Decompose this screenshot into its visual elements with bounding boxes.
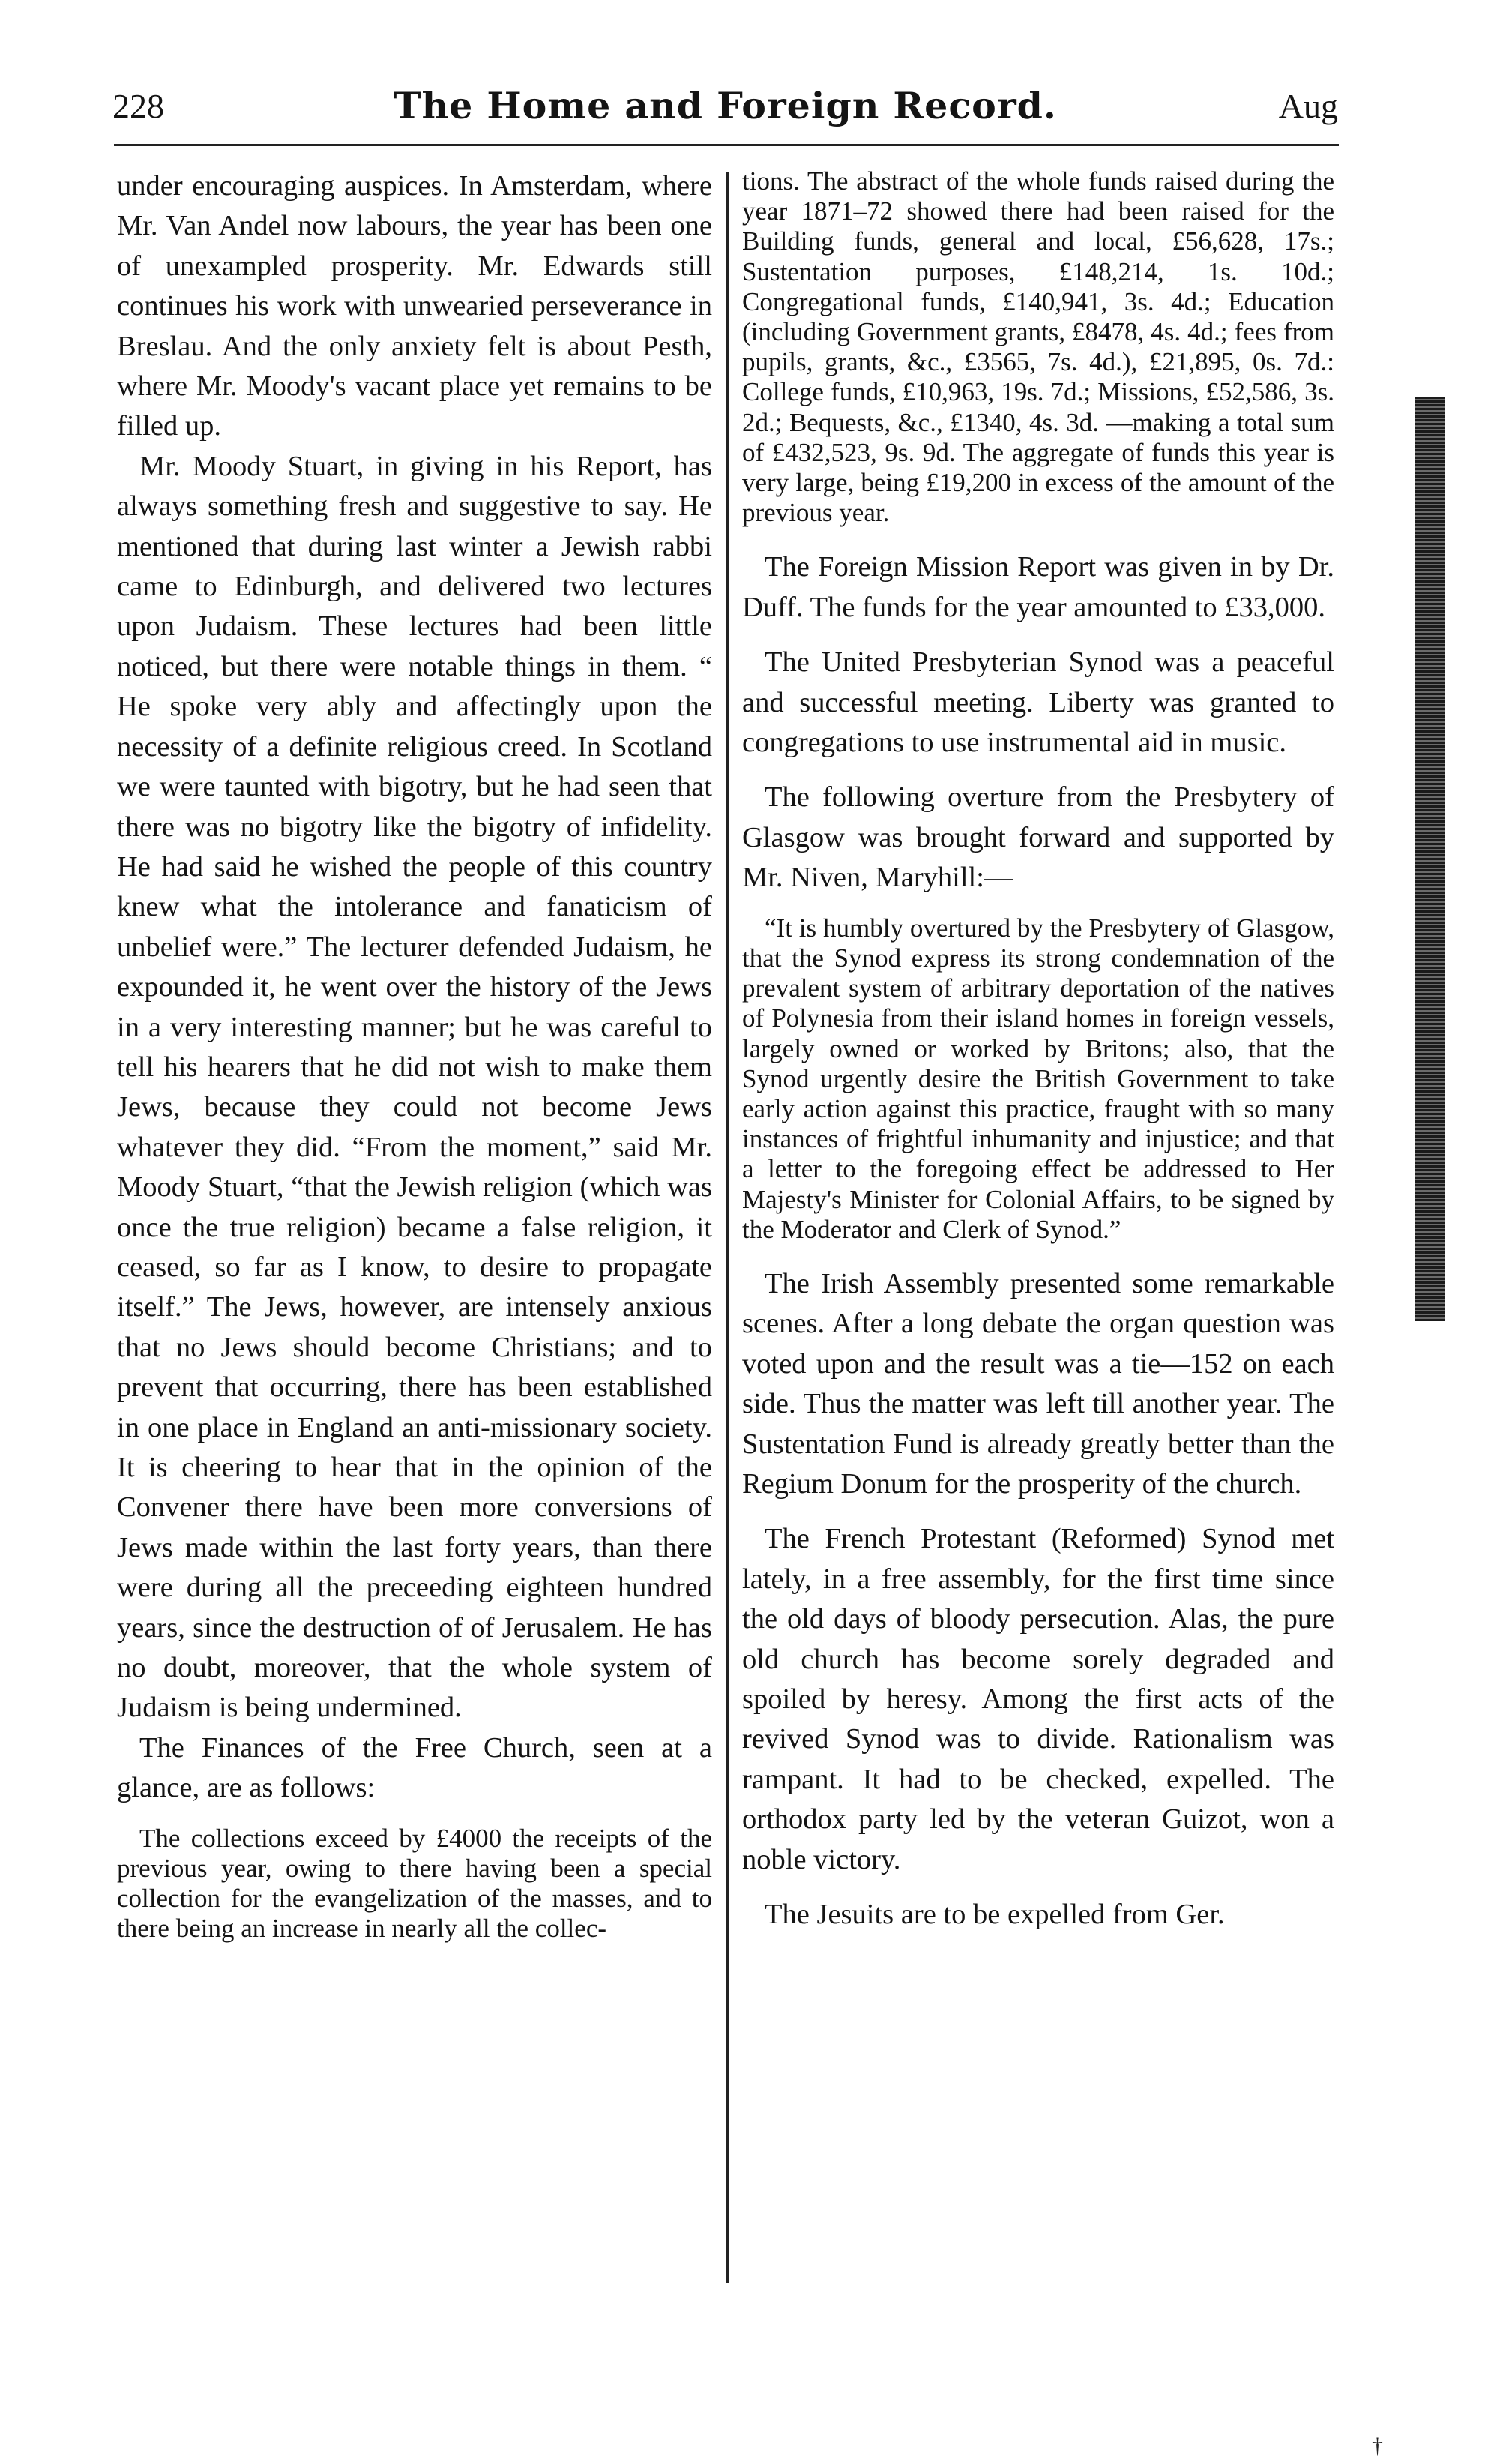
- page-number: 228: [112, 87, 164, 125]
- running-title: The Home and Foreign Record.: [394, 84, 1057, 127]
- column-divider: [726, 172, 729, 2283]
- paragraph: The Finances of the Free Church, seen at a glance, are as follows:: [117, 1731, 712, 1804]
- running-month: Aug: [1278, 87, 1338, 125]
- header-rule: [114, 144, 1339, 146]
- paragraph: The collections exceed by £4000 the receipts of the previous year, owing to there having been a special collection for the evangelization of the masses, and to there being an increase in nearly all the collec-: [117, 1823, 712, 1944]
- quoted-overture: “It is humbly overtured by the Presbytery of Glasgow, that the Synod express its strong condemnation of the prevalent system of arbitrary deportation of the natives of Polynesia from their island homes in foreign vessels, largely owned or worked by Britons; also, that the Synod urgently desire the British Government to take early action against this practice, fraught with so many instances of frightful inhumanity and injustice; and that a letter to the foregoing effect be addressed to Her Majesty's Minister for Colonial Affairs, to be signed by the Moderator and Clerk of Synod.”: [742, 913, 1334, 1244]
- paragraph: The Jesuits are to be expelled from Ger.: [765, 1899, 1225, 1931]
- paragraph: The United Presbyterian Synod was a peaceful and successful meeting. Liberty was granted to congregations to use instrumental aid in music.: [742, 646, 1334, 759]
- running-header: [112, 84, 1338, 144]
- paragraph: Mr. Moody Stuart, in giving in his Report, has always something fresh and suggestive to say. He mentioned that during last winter a Jewish rabbi came to Edinburgh, and delivered two lectures upon Judaism. These lectures had been little noticed, but there were notable things in them. “ He spoke very ably and affectingly upon the necessity of a definite religious creed. In Scotland we were taunted with bigotry, but he had seen that there was no bigotry like the bigotry of infidelity. He had said he wished the people of this country knew what the intolerance and fanaticism of unbelief were.” The lecturer defended Judaism, he expounded it, he went over the history of the Jews in a very interesting manner; but he was careful to tell his hearers that he did not wish to make them Jews, because they could not become Jews whatever they did. “From the moment,” said Mr. Moody Stuart, “that the Jewish religion (which was once the true religion) became a false religion, it ceased, so far as I know, to desire to propagate itself.” The Jews, however, are intensely anxious that no Jews should become Christians; and to prevent that occurring, there has been established in one place in England an anti-missionary society. It is cheering to hear that in the opinion of the Convener there have been more conversions of Jews made within the last forty years, than there were during all the preceeding eighteen hundred years, since the destruction of of Jerusalem. He has no doubt, moreover, that the whole system of Judaism is being undermined.: [117, 450, 712, 1724]
- scan-edge-mark: [1415, 397, 1445, 1321]
- paragraph: The Foreign Mission Report was given in by Dr. Duff. The funds for the year amounted to £33,000.: [742, 551, 1334, 623]
- right-column: [742, 166, 1334, 2464]
- paragraph: The French Protestant (Reformed) Synod met lately, in a free assembly, for the first time since the old days of bloody persecution. Alas, the pure old church has become sorely degraded and spoiled by heresy. Among the first acts of the revived Synod was to divide. Rationalism was rampant. It had to be checked, expelled. The orthodox party led by the veteran Guizot, won a noble victory.: [742, 1523, 1334, 1875]
- left-column: [117, 166, 712, 2464]
- paragraph: tions. The abstract of the whole funds raised during the year 1871–72 showed there had been raised for the Building funds, general and local, £56,628, 17s.; Sustentation purposes, £148,214, 1s. 10d.; Congregational funds, £140,941, 3s. 4d.; Education (including Government grants, £8478, 4s. 4d.; fees from pupils, grants, &c., £3565, 7s. 4d.), £21,895, 0s. 7d.: College funds, £10,963, 19s. 7d.; Missions, £52,586, 3s. 2d.; Bequests, &c., £1340, 4s. 3d. —making a total sum of £432,523, 9s. 9d. The aggregate of funds this year is very large, being £19,200 in excess of the amount of the previous year.: [742, 166, 1334, 528]
- paragraph: under encouraging auspices. In Amsterdam, where Mr. Van Andel now labours, the year has been one of unexampled prosperity. Mr. Edwards still continues his work with unwearied perseverance in Breslau. And the only anxiety felt is about Pesth, where Mr. Moody's vacant place yet remains to be filled up.: [117, 170, 712, 442]
- scan-speck: †: [1372, 2433, 1383, 2458]
- paragraph: The following overture from the Presbytery of Glasgow was brought forward and supported by Mr. Niven, Maryhill:—: [742, 781, 1334, 894]
- paragraph: The Irish Assembly presented some remarkable scenes. After a long debate the organ question was voted upon and the result was a tie—152 on each side. Thus the matter was left till another year. The Sustentation Fund is already greatly better than the Regium Donum for the prosperity of the church.: [742, 1267, 1334, 1500]
